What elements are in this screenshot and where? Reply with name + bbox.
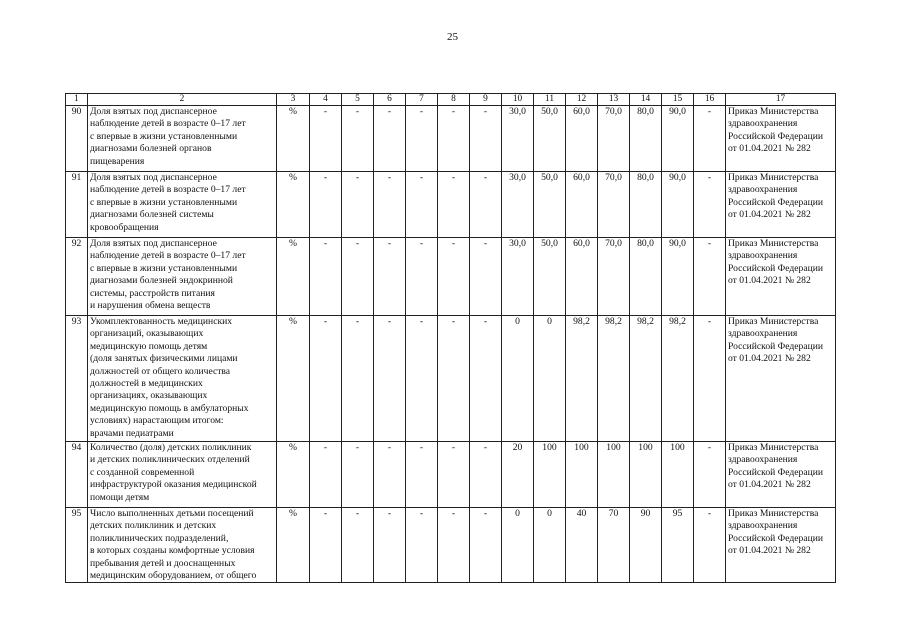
description-line: Укомплектованность медицинских	[90, 316, 233, 327]
description-line: пищеварения	[90, 155, 145, 167]
indicator-description	[88, 106, 277, 172]
description-line: кровообращения	[90, 221, 159, 233]
value-cell: -	[694, 238, 726, 316]
table-row	[66, 238, 836, 316]
description-line: медицинскую помощь детям	[90, 340, 208, 352]
value-cell: -	[694, 316, 726, 442]
value-cell: 100	[598, 442, 630, 508]
value-cell: -	[374, 508, 406, 583]
reference-document	[726, 106, 836, 172]
unit-cell: %	[277, 172, 310, 238]
reference-line: Приказ Министерства	[728, 508, 819, 519]
unit-cell: %	[277, 238, 310, 316]
reference-line: Приказ Министерства	[728, 172, 819, 183]
value-cell: -	[374, 238, 406, 316]
column-header: 1	[66, 94, 88, 106]
page-number: 25	[447, 31, 458, 43]
reference-line: Российской Федерации	[728, 532, 823, 544]
value-cell: -	[342, 316, 374, 442]
description-line: детских поликлиник и детских	[90, 520, 217, 532]
description-line: Доля взятых под диспансерное	[90, 238, 217, 249]
reference-line: от 01.04.2021 № 282	[728, 275, 811, 287]
value-cell: -	[342, 442, 374, 508]
unit-cell: %	[277, 442, 310, 508]
value-cell: -	[342, 238, 374, 316]
column-header: 16	[694, 94, 726, 106]
reference-line: здравоохранения	[728, 118, 798, 130]
value-cell: -	[470, 442, 502, 508]
description-line: с созданной современной	[90, 466, 195, 478]
reference-line: Приказ Министерства	[728, 316, 819, 327]
value-cell: -	[406, 172, 438, 238]
description-line: диагнозами болезней органов	[90, 143, 212, 155]
value-cell: 30,0	[502, 172, 534, 238]
reference-line: от 01.04.2021 № 282	[728, 353, 811, 365]
description-line: инфраструктурой оказания медицинской	[90, 479, 257, 491]
reference-line: Российской Федерации	[728, 340, 823, 352]
value-cell: -	[438, 316, 470, 442]
description-line: пребывания детей и дооснащенных	[90, 557, 236, 569]
reference-line: Российской Федерации	[728, 262, 823, 274]
row-number: 92	[66, 238, 88, 316]
value-cell: -	[342, 508, 374, 583]
column-header: 11	[534, 94, 566, 106]
value-cell: 100	[630, 442, 662, 508]
value-cell: -	[374, 316, 406, 442]
value-cell: -	[374, 442, 406, 508]
value-cell: -	[694, 442, 726, 508]
column-header: 5	[342, 94, 374, 106]
value-cell: -	[406, 442, 438, 508]
value-cell: -	[470, 508, 502, 583]
reference-line: от 01.04.2021 № 282	[728, 479, 811, 491]
column-header: 10	[502, 94, 534, 106]
value-cell: 98,2	[566, 316, 598, 442]
row-number: 91	[66, 172, 88, 238]
table-row	[66, 172, 836, 238]
value-cell: -	[342, 172, 374, 238]
value-cell: 80,0	[630, 172, 662, 238]
value-cell: -	[310, 508, 342, 583]
description-line: наблюдение детей в возрасте 0–17 лет	[90, 250, 246, 262]
value-cell: -	[694, 508, 726, 583]
value-cell: -	[310, 238, 342, 316]
column-header: 2	[88, 94, 277, 106]
reference-line: здравоохранения	[728, 184, 798, 196]
value-cell: 80,0	[630, 238, 662, 316]
column-header: 13	[598, 94, 630, 106]
value-cell: -	[374, 172, 406, 238]
value-cell: -	[438, 172, 470, 238]
reference-document	[726, 172, 836, 238]
value-cell: -	[374, 106, 406, 172]
value-cell: 90,0	[662, 172, 694, 238]
description-line: с впервые в жизни установленными	[90, 196, 238, 208]
column-header: 7	[406, 94, 438, 106]
value-cell: -	[310, 106, 342, 172]
value-cell: 0	[502, 316, 534, 442]
description-line: Доля взятых под диспансерное	[90, 172, 217, 183]
description-line: медицинскую помощь в амбулаторных	[90, 402, 249, 414]
description-line: помощи детям	[90, 491, 150, 503]
value-cell: -	[406, 106, 438, 172]
row-number: 95	[66, 508, 88, 583]
value-cell: 60,0	[566, 172, 598, 238]
description-line: организаций, оказывающих	[90, 328, 204, 340]
value-cell: 100	[566, 442, 598, 508]
value-cell: 30,0	[502, 238, 534, 316]
unit-cell: %	[277, 316, 310, 442]
description-line: и нарушения обмена веществ	[90, 300, 211, 312]
reference-line: здравоохранения	[728, 328, 798, 340]
value-cell: 50,0	[534, 238, 566, 316]
description-line: (доля занятых физическими лицами	[90, 353, 238, 365]
table-row	[66, 442, 836, 508]
reference-document	[726, 442, 836, 508]
table-row	[66, 508, 836, 583]
value-cell: 0	[534, 508, 566, 583]
value-cell: -	[470, 172, 502, 238]
column-header: 4	[310, 94, 342, 106]
reference-line: здравоохранения	[728, 454, 798, 466]
indicator-description	[88, 316, 277, 442]
description-line: диагнозами болезней системы	[90, 209, 214, 221]
value-cell: 50,0	[534, 106, 566, 172]
value-cell: -	[438, 238, 470, 316]
reference-line: Российской Федерации	[728, 196, 823, 208]
description-line: медицинским оборудованием, от общего	[90, 570, 257, 582]
value-cell: 98,2	[598, 316, 630, 442]
value-cell: 20	[502, 442, 534, 508]
value-cell: 70,0	[598, 238, 630, 316]
value-cell: -	[438, 106, 470, 172]
column-header: 6	[374, 94, 406, 106]
description-line: с впервые в жизни установленными	[90, 130, 238, 142]
column-header: 17	[726, 94, 836, 106]
description-line: должностей от общего количества	[90, 365, 231, 377]
reference-document	[726, 508, 836, 583]
value-cell: -	[438, 508, 470, 583]
reference-line: Приказ Министерства	[728, 106, 819, 117]
value-cell: 60,0	[566, 238, 598, 316]
value-cell: -	[694, 172, 726, 238]
value-cell: 100	[662, 442, 694, 508]
indicator-description	[88, 442, 277, 508]
reference-line: от 01.04.2021 № 282	[728, 209, 811, 221]
value-cell: -	[694, 106, 726, 172]
description-line: и детских поликлинических отделений	[90, 454, 250, 466]
reference-document	[726, 238, 836, 316]
value-cell: 70,0	[598, 106, 630, 172]
description-line: наблюдение детей в возрасте 0–17 лет	[90, 118, 246, 130]
value-cell: 90	[630, 508, 662, 583]
value-cell: 98,2	[662, 316, 694, 442]
value-cell: -	[406, 238, 438, 316]
column-header: 8	[438, 94, 470, 106]
reference-document	[726, 316, 836, 442]
description-line: Количество (доля) детских поликлиник	[90, 442, 252, 453]
description-line: условиях) нарастающим итогом:	[90, 415, 224, 427]
description-line: должностей в медицинских	[90, 378, 203, 390]
column-header: 9	[470, 94, 502, 106]
value-cell: -	[310, 442, 342, 508]
value-cell: -	[406, 316, 438, 442]
description-line: врачами педиатрами	[90, 427, 174, 439]
value-cell: 100	[534, 442, 566, 508]
indicator-description	[88, 238, 277, 316]
value-cell: 90,0	[662, 238, 694, 316]
value-cell: -	[342, 106, 374, 172]
column-header: 15	[662, 94, 694, 106]
reference-line: здравоохранения	[728, 250, 798, 262]
reference-line: Российской Федерации	[728, 130, 823, 142]
description-line: диагнозами болезней эндокринной	[90, 275, 233, 287]
value-cell: -	[438, 442, 470, 508]
reference-line: Российской Федерации	[728, 466, 823, 478]
value-cell: -	[470, 238, 502, 316]
column-header: 12	[566, 94, 598, 106]
value-cell: 95	[662, 508, 694, 583]
reference-line: от 01.04.2021 № 282	[728, 143, 811, 155]
description-line: организациях, оказывающих	[90, 390, 208, 402]
value-cell: 30,0	[502, 106, 534, 172]
unit-cell: %	[277, 508, 310, 583]
value-cell: -	[310, 172, 342, 238]
column-header: 14	[630, 94, 662, 106]
value-cell: 98,2	[630, 316, 662, 442]
reference-line: от 01.04.2021 № 282	[728, 545, 811, 557]
value-cell: 90,0	[662, 106, 694, 172]
value-cell: 0	[534, 316, 566, 442]
description-line: Доля взятых под диспансерное	[90, 106, 217, 117]
reference-line: Приказ Министерства	[728, 442, 819, 453]
value-cell: 70	[598, 508, 630, 583]
value-cell: -	[470, 316, 502, 442]
description-line: системы, расстройств питания	[90, 287, 215, 299]
table-row	[66, 316, 836, 442]
header-row	[66, 94, 836, 106]
description-line: Число выполненных детьми посещений	[90, 508, 254, 519]
reference-line: Приказ Министерства	[728, 238, 819, 249]
table-row	[66, 106, 836, 172]
row-number: 90	[66, 106, 88, 172]
value-cell: 60,0	[566, 106, 598, 172]
unit-cell: %	[277, 106, 310, 172]
value-cell: -	[470, 106, 502, 172]
description-line: с впервые в жизни установленными	[90, 262, 238, 274]
indicator-description	[88, 172, 277, 238]
value-cell: 80,0	[630, 106, 662, 172]
description-line: поликлинических подразделений,	[90, 532, 229, 544]
column-header: 3	[277, 94, 310, 106]
value-cell: 40	[566, 508, 598, 583]
indicators-table	[65, 93, 836, 583]
table-body	[66, 94, 836, 583]
value-cell: 70,0	[598, 172, 630, 238]
indicator-description	[88, 508, 277, 583]
row-number: 93	[66, 316, 88, 442]
reference-line: здравоохранения	[728, 520, 798, 532]
description-line: наблюдение детей в возрасте 0–17 лет	[90, 184, 246, 196]
description-line: в которых созданы комфортные условия	[90, 545, 255, 557]
row-number: 94	[66, 442, 88, 508]
value-cell: 0	[502, 508, 534, 583]
value-cell: -	[406, 508, 438, 583]
value-cell: 50,0	[534, 172, 566, 238]
value-cell: -	[310, 316, 342, 442]
